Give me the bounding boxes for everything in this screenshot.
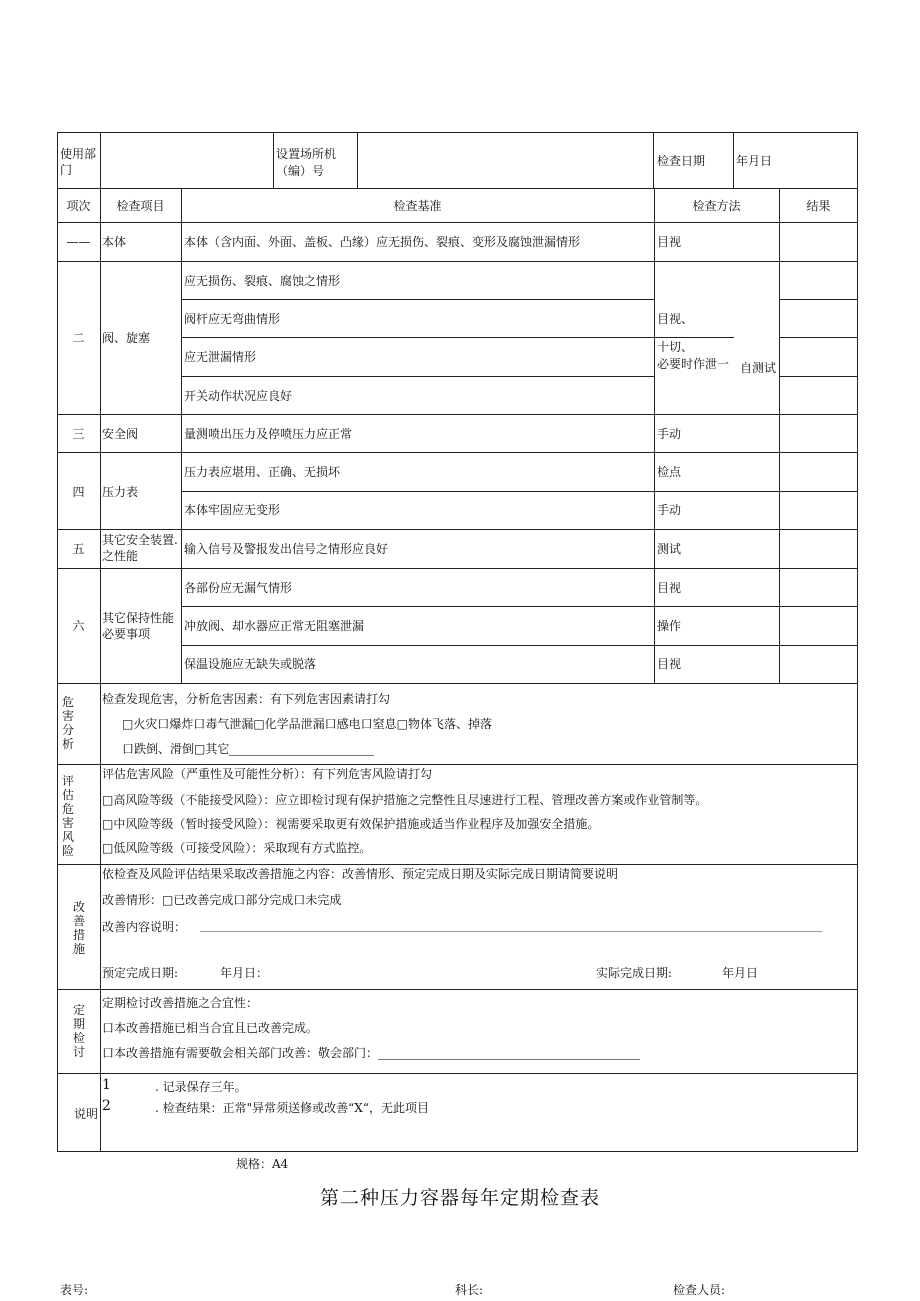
improve-desc-input[interactable] [200, 931, 822, 932]
form-number-label: 表号: [60, 1283, 89, 1297]
hazard-label: 危害分析 [61, 695, 74, 751]
row-seq: 三 [72, 427, 85, 441]
result-cell[interactable] [780, 415, 857, 452]
note-number: 2 [102, 1098, 111, 1114]
row-item: 安全阀 [102, 427, 139, 441]
row-seq: 二 [72, 331, 85, 345]
improve-desc-label: 改善内容说明： [102, 920, 187, 934]
row-method: 手动 [657, 503, 682, 517]
planned-date-label: 预定完成日期: [102, 966, 179, 980]
row-seq: 六 [72, 619, 85, 633]
date-value[interactable]: 年月日 [736, 154, 773, 168]
result-cell[interactable] [780, 377, 857, 414]
actual-date-value[interactable]: 年月日 [722, 966, 759, 980]
row-criteria: 保温设施应无缺失或脱落 [184, 657, 317, 671]
row-method: 测试 [657, 542, 682, 556]
risk-line1: 评估危害风险（严重性及可能性分析）：有下列危害风险请打勾 [102, 767, 433, 781]
note-text: . 检查结果：正常"异常须送修或改善“X“，无此项目 [155, 1101, 429, 1115]
col-seq: 项次 [66, 199, 91, 213]
risk-high[interactable]: □高风险等级（不能接受风险）：应立即检讨现有保护措施之完整性且尽速进行工程、管理改善方案或作业管制等。 [102, 793, 708, 807]
planned-date-value[interactable]: 年月日： [220, 966, 269, 980]
result-cell[interactable] [780, 300, 857, 337]
hazard-line3 [122, 742, 374, 756]
review-label: 定期检讨 [72, 1003, 85, 1059]
location-label: 设置场所机（编）号 [276, 147, 337, 178]
location-input[interactable] [358, 133, 652, 187]
result-cell[interactable] [780, 569, 857, 606]
row-method: 操作 [657, 619, 682, 633]
chief-label: 科长: [455, 1283, 484, 1297]
row-item: 阀、旋塞 [102, 331, 151, 345]
hazard-line3-text[interactable]: 口跌倒、滑倒□其它 [122, 742, 230, 756]
row-criteria: 本体牢固应无变形 [184, 503, 281, 517]
row-criteria: 应无损伤、裂痕、腐蚀之情形 [184, 274, 341, 288]
row-method: 目视、 [657, 312, 694, 326]
row-criteria: 输入信号及警报发出信号之情形应良好 [184, 542, 389, 556]
col-criteria: 检查基准 [393, 199, 442, 213]
col-method: 检查方法 [692, 199, 741, 213]
row-criteria: 冲放阀、却水器应正常无阻塞泄漏 [184, 619, 365, 633]
dept-input[interactable] [101, 133, 272, 187]
result-cell[interactable] [780, 530, 857, 568]
row-method: 目视 [657, 657, 682, 671]
risk-label: 评估危害风险 [61, 774, 74, 858]
row-method: 目视 [657, 235, 682, 249]
review-line1: 定期检讨改善措施之合宜性： [102, 996, 259, 1010]
result-cell[interactable] [780, 223, 857, 261]
note-number: 1 [102, 1077, 111, 1093]
row-item: 压力表 [102, 485, 139, 499]
inspector-label: 检查人员: [673, 1283, 726, 1297]
other-hazard-input[interactable] [229, 743, 374, 756]
hazard-line1: 检查发现危害，分析危害因素：有下列危害因素请打勾 [102, 692, 391, 706]
row-method: 十切、 [657, 340, 694, 354]
risk-low[interactable]: □低风险等级（可接受风险）：采取现有方式监控。 [102, 841, 372, 855]
date-label: 检查日期 [657, 154, 706, 168]
improve-label: 改善措施 [72, 900, 85, 956]
dept-label: 使用部门 [60, 147, 97, 177]
row-criteria: 压力表应堪用、正确、无损坏 [184, 465, 341, 479]
page-title: 第二种压力容器每年定期检查表 [319, 1187, 600, 1209]
improve-line1: 依检查及风险评估结果采取改善措施之内容：改善情形、预定完成日期及实际完成日期请简要说明 [102, 867, 619, 881]
improve-status[interactable]: 改善情形：□已改善完成口部分完成口未完成 [102, 893, 342, 907]
row-method: 必要时作泄一 [657, 357, 730, 371]
row-seq: 四 [72, 485, 85, 499]
col-item: 检查项目 [116, 199, 165, 213]
row-method: 自测试 [740, 361, 777, 375]
risk-medium[interactable]: □中风险等级（暂时接受风险）：视需要采取更有效保护措施或适当作业程序及加强安全措施。 [102, 817, 600, 831]
result-cell[interactable] [780, 607, 857, 645]
row-criteria: 阀杆应无弯曲情形 [184, 312, 281, 326]
row-seq: 五 [72, 542, 85, 556]
row-criteria: 各部份应无漏气情形 [184, 581, 293, 595]
col-result: 结果 [806, 199, 831, 213]
review-line3-text[interactable]: 口本改善措施有需要敬会相关部门改善：敬会部门： [102, 1046, 379, 1060]
row-method: 目视 [657, 581, 682, 595]
actual-date-label: 实际完成日期: [596, 966, 673, 980]
review-line2[interactable]: 口本改善措施已相当合宜且已改善完成。 [102, 1021, 319, 1035]
row-seq: —— [66, 235, 91, 249]
hazard-line2[interactable]: □火灾口爆炸口毒气泄漏□化学品泄漏口感电口窒息□物体飞落、掉落 [122, 717, 493, 731]
row-item: 本体 [102, 235, 127, 249]
notes-label: 说明 [74, 1107, 99, 1121]
dept-consult-input[interactable] [378, 1047, 640, 1060]
row-criteria: 本体（含内面、外面、盖板、凸缘）应无损伤、裂痕、变形及腐蚀泄漏情形 [184, 235, 581, 249]
note-text: . 记录保存三年。 [155, 1080, 247, 1094]
row-criteria: 量测喷出压力及停喷压力应正常 [184, 427, 353, 441]
row-criteria: 开关动作状况应良好 [184, 389, 293, 403]
row-method: 手动 [657, 427, 682, 441]
row-method: 检点 [657, 465, 682, 479]
review-line3 [102, 1046, 640, 1060]
result-cell[interactable] [780, 262, 857, 299]
row-criteria: 应无泄漏情形 [184, 350, 257, 364]
row-item: 其它保持性能必要事项 [102, 611, 175, 641]
row-item: 其它安全装置.之性能 [102, 533, 178, 563]
result-cell[interactable] [780, 646, 857, 683]
spec-label: 规格：A4 [236, 1157, 289, 1171]
result-cell[interactable] [780, 453, 857, 491]
result-cell[interactable] [780, 492, 857, 529]
row-method-clip [655, 353, 733, 377]
result-cell[interactable] [780, 338, 857, 376]
